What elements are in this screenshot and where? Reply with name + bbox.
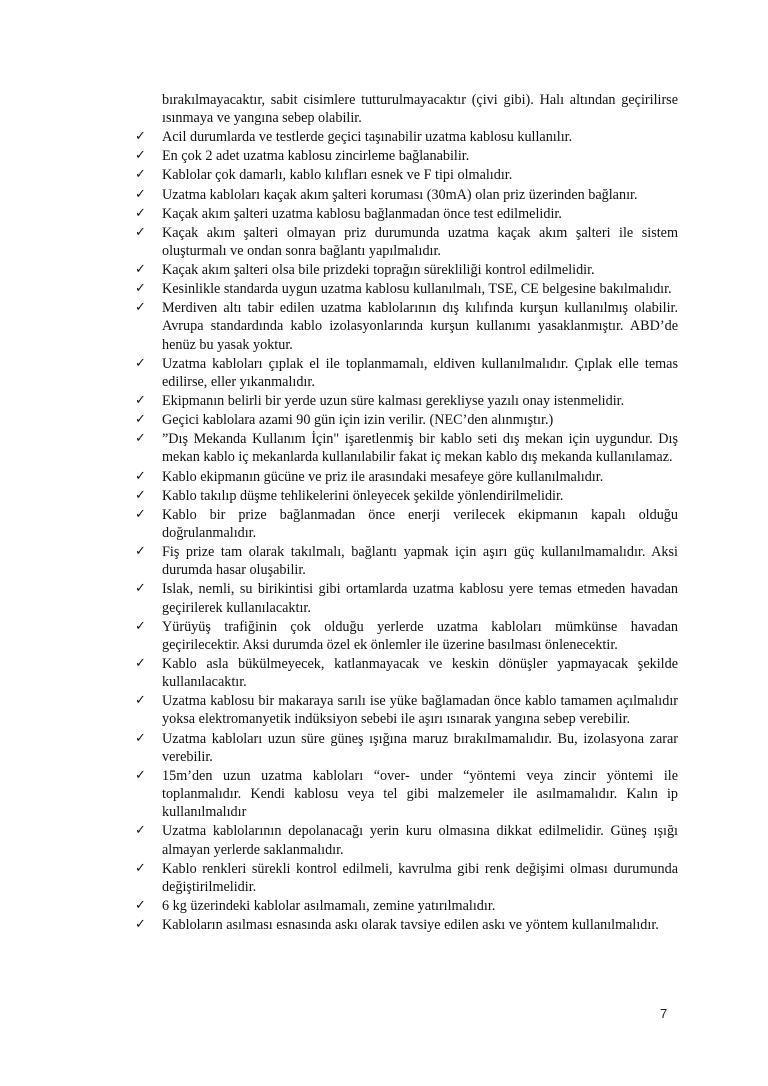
checklist-item xyxy=(135,430,678,466)
checklist-item xyxy=(135,506,678,542)
check-mark-icon: ✓ xyxy=(135,767,146,783)
checklist-item xyxy=(135,730,678,766)
checklist-item-text: Kaçak akım şalteri olmayan priz durumunda uzatma kaçak akım şalteri ile sistem oluşturmalı ve ondan sonra bağlantı yapılmalıdır. xyxy=(162,224,678,259)
check-mark-icon: ✓ xyxy=(135,167,146,183)
checklist-item-text: Kaçak akım şalteri uzatma kablosu bağlanmadan önce test edilmelidir. xyxy=(162,205,562,222)
check-mark-icon: ✓ xyxy=(135,224,146,240)
checklist-item-text: Uzatma kabloları kaçak akım şalteri koruması (30mA) olan priz üzerinden bağlanır. xyxy=(162,186,638,203)
continuation-paragraph: bırakılmayacaktır, sabit cisimlere tutturulmayacaktır (çivi gibi). Halı altından geçirilirse ısınmaya ve yangına sebep olabilir. xyxy=(162,92,678,127)
checklist-item xyxy=(135,822,678,858)
checklist-item-text: Ekipmanın belirli bir yerde uzun süre kalması gerekliyse yazılı onay istenmelidir. xyxy=(162,393,625,410)
checklist-item-text: Merdiven altı tabir edilen uzatma kablolarının dış kılıfında kurşun kullanılmış olabilir. Avrupa standardında kablo izolasyonlarında kurşun kullanımı yasaklanmıştır. ABD’de henüz bu yasak yoktur. xyxy=(162,300,678,353)
check-mark-icon: ✓ xyxy=(135,393,146,409)
checklist-item xyxy=(135,543,678,579)
checklist-item-text: Kablo renkleri sürekli kontrol edilmeli, kavrulma gibi renk değişimi olması durumunda değiştirilmelidir. xyxy=(162,860,678,895)
checklist-item xyxy=(135,128,678,146)
checklist-item xyxy=(135,355,678,391)
checklist-item-text: Islak, nemli, su birikintisi gibi ortamlarda uzatma kablosu yere temas etmeden havadan geçirilerek kullanılacaktır. xyxy=(162,581,678,616)
check-mark-icon: ✓ xyxy=(135,205,146,221)
check-mark-icon: ✓ xyxy=(135,262,146,278)
checklist-item-text: En çok 2 adet uzatma kablosu zincirleme bağlanabilir. xyxy=(162,148,470,165)
checklist-item-text: 6 kg üzerindeki kablolar asılmamalı, zemine yatırılmalıdır. xyxy=(162,897,496,914)
checklist-item xyxy=(135,692,678,728)
checklist-item xyxy=(135,299,678,354)
checklist-item-text: Kablo takılıp düşme tehlikelerini önleyecek şekilde yönlendirilmelidir. xyxy=(162,487,564,504)
checklist-item-text: Geçici kablolara azami 90 gün için izin verilir. (NEC’den alınmıştır.) xyxy=(162,412,554,429)
check-mark-icon: ✓ xyxy=(135,412,146,428)
checklist-item xyxy=(135,205,678,223)
check-mark-icon: ✓ xyxy=(135,730,146,746)
checklist-item xyxy=(135,916,678,934)
checklist-item-text: Kablo ekipmanın gücüne ve priz ile arasındaki mesafeye göre kullanılmalıdır. xyxy=(162,468,604,485)
checklist-item xyxy=(135,392,678,410)
checklist-item-text: Yürüyüş trafiğinin çok olduğu yerlerde uzatma kabloları mümkünse havadan geçirilecektir. Aksi durumda özel ek önlemler ile üzerine basılması önlenecektir. xyxy=(162,618,678,653)
check-mark-icon: ✓ xyxy=(135,693,146,709)
check-mark-icon: ✓ xyxy=(135,618,146,634)
checklist-item xyxy=(135,618,678,654)
checklist-item xyxy=(135,767,678,822)
checklist-item xyxy=(135,280,678,298)
checklist-item xyxy=(135,147,678,165)
checklist-item xyxy=(135,487,678,505)
check-mark-icon: ✓ xyxy=(135,544,146,560)
checklist-item xyxy=(135,860,678,896)
checklist-item-text: Kablolar çok damarlı, kablo kılıfları esnek ve F tipi olmalıdır. xyxy=(162,167,513,184)
checklist-item-text: Uzatma kabloları çıplak el ile toplanmamalı, eldiven kullanılmalıdır. Çıplak elle temas edilirse, eller yıkanmalıdır. xyxy=(162,355,678,390)
checklist-item-text: Kabloların asılması esnasında askı olarak tavsiye edilen askı ve yöntem kullanılmalıdır. xyxy=(162,916,659,933)
page-content xyxy=(135,91,678,935)
checklist-item-text: Fiş prize tam olarak takılmalı, bağlantı yapmak için aşırı güç kullanılmamalıdır. Aksi durumda hasar oluşabilir. xyxy=(162,544,678,579)
check-mark-icon: ✓ xyxy=(135,355,146,371)
check-mark-icon: ✓ xyxy=(135,655,146,671)
check-mark-icon: ✓ xyxy=(135,300,146,316)
checklist-item xyxy=(135,166,678,184)
checklist-item xyxy=(135,580,678,616)
checklist-item-text: Kesinlikle standarda uygun uzatma kablosu kullanılmalı, TSE, CE belgesine bakılmalıdır. xyxy=(162,281,672,298)
check-mark-icon: ✓ xyxy=(135,823,146,839)
check-mark-icon: ✓ xyxy=(135,186,146,202)
page-number: 7 xyxy=(660,1006,668,1021)
checklist-item-text: Uzatma kablosu bir makaraya sarılı ise yüke bağlamadan önce kablo tamamen açılmalıdır yoksa elektromanyetik indüksiyon sebebi ile aşırı ısınarak yangına sebep verebilir. xyxy=(162,693,678,728)
checklist-item xyxy=(135,897,678,915)
check-mark-icon: ✓ xyxy=(135,860,146,876)
check-mark-icon: ✓ xyxy=(135,148,146,164)
checklist-item xyxy=(135,468,678,486)
checklist-item xyxy=(135,411,678,429)
check-mark-icon: ✓ xyxy=(135,916,146,932)
checklist-item xyxy=(135,186,678,204)
checklist-item xyxy=(135,224,678,260)
check-mark-icon: ✓ xyxy=(135,129,146,145)
check-mark-icon: ✓ xyxy=(135,897,146,913)
checklist-item-text: Uzatma kabloları uzun süre güneş ışığına maruz bırakılmamalıdır. Bu, izolasyona zarar verebilir. xyxy=(162,730,678,765)
check-mark-icon: ✓ xyxy=(135,468,146,484)
checklist-item-text: Acil durumlarda ve testlerde geçici taşınabilir uzatma kablosu kullanılır. xyxy=(162,129,573,146)
checklist-item-text: Kablo bir prize bağlanmadan önce enerji verilecek ekipmanın kapalı olduğu doğrulanmalıdır. xyxy=(162,506,678,541)
checklist-item-text: ”Dış Mekanda Kullanım İçin" işaretlenmiş bir kablo seti dış mekan için uygundur. Dış mekan kablo iç mekanlarda kullanılabilir fakat iç mekan kablo dış mekanda kullanılamaz. xyxy=(162,431,678,466)
check-mark-icon: ✓ xyxy=(135,431,146,447)
checklist-item-text: Uzatma kablolarının depolanacağı yerin kuru olmasına dikkat edilmelidir. Güneş ışığı almayan yerlerde saklanmalıdır. xyxy=(162,823,678,858)
checklist-item-text: Kaçak akım şalteri olsa bile prizdeki toprağın sürekliliği kontrol edilmelidir. xyxy=(162,262,595,279)
checklist-item xyxy=(135,655,678,691)
checklist xyxy=(135,128,678,934)
checklist-item-text: 15m’den uzun uzatma kabloları “over- under “yöntemi veya zincir yöntemi ile toplanmalıdır. Kendi kablosu veya tel gibi malzemeler ile asılmamalıdır. Kalın ip kullanılmalıdır xyxy=(162,767,678,821)
check-mark-icon: ✓ xyxy=(135,506,146,522)
checklist-item xyxy=(135,261,678,279)
check-mark-icon: ✓ xyxy=(135,487,146,503)
checklist-item-text: Kablo asla bükülmeyecek, katlanmayacak ve keskin dönüşler yapmayacak şekilde kullanılacaktır. xyxy=(162,655,678,691)
check-mark-icon: ✓ xyxy=(135,581,146,597)
check-mark-icon: ✓ xyxy=(135,281,146,297)
